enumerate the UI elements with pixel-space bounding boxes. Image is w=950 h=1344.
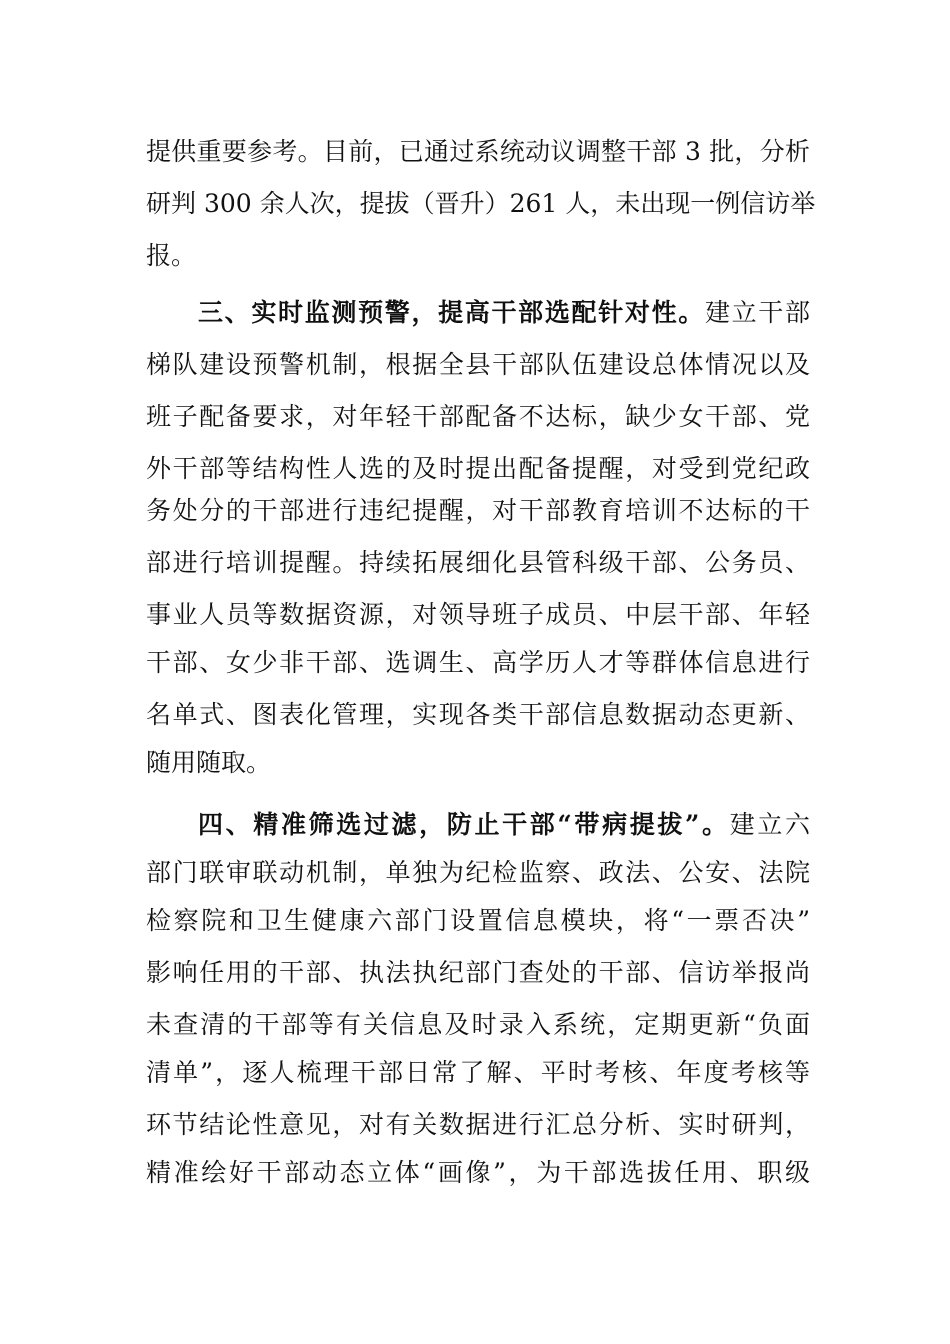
body-text-line: 提供重要参考。目前，已通过系统动议调整干部 3 批，分析 [146, 137, 810, 166]
section-four-heading: 四、精准筛选过滤，防止干部“带病提拔”。 [198, 810, 730, 839]
body-text-line: 部进行培训提醒。持续拓展细化县管科级干部、公务员、 [146, 548, 810, 577]
body-text-line: 务处分的干部进行违纪提醒，对干部教育培训不达标的干 [146, 496, 810, 525]
body-text-line: 环节结论性意见，对有关数据进行汇总分析、实时研判， [146, 1110, 810, 1139]
body-text-line: 报。 [146, 241, 197, 270]
section-three-first-line-rest: 建立干部 [704, 298, 810, 327]
body-text-line: 研判 300 余人次，提拔（晋升）261 人，未出现一例信访举 [146, 189, 816, 218]
body-text-line: 未查清的干部等有关信息及时录入系统，定期更新“负面 [146, 1010, 810, 1039]
body-text-line: 清单”，逐人梳理干部日常了解、平时考核、年度考核等 [146, 1058, 810, 1087]
section-three-first-line [198, 293, 810, 333]
section-four-first-line-rest: 建立六 [729, 810, 810, 839]
body-text-line: 名单式、图表化管理，实现各类干部信息数据动态更新、 [146, 700, 810, 729]
body-text-line: 外干部等结构性人选的及时提出配备提醒，对受到党纪政 [146, 454, 810, 483]
section-four-first-line [198, 805, 810, 845]
body-text-line: 事业人员等数据资源，对领导班子成员、中层干部、年轻 [146, 600, 810, 629]
body-text-line: 梯队建设预警机制，根据全县干部队伍建设总体情况以及 [146, 350, 810, 379]
body-text-line: 精准绘好干部动态立体“画像”，为干部选拔任用、职级 [146, 1158, 810, 1187]
section-three-heading: 三、实时监测预警，提高干部选配针对性。 [198, 298, 705, 327]
body-text-line: 随用随取。 [146, 748, 272, 777]
body-text-line: 检察院和卫生健康六部门设置信息模块，将“一票否决” [146, 906, 810, 935]
body-text-line: 干部、女少非干部、选调生、高学历人才等群体信息进行 [146, 648, 810, 677]
body-text-line: 班子配备要求，对年轻干部配备不达标，缺少女干部、党 [146, 402, 810, 431]
body-text-line: 影响任用的干部、执法执纪部门查处的干部、信访举报尚 [146, 958, 810, 987]
body-text-line: 部门联审联动机制，单独为纪检监察、政法、公安、法院 [146, 858, 810, 887]
